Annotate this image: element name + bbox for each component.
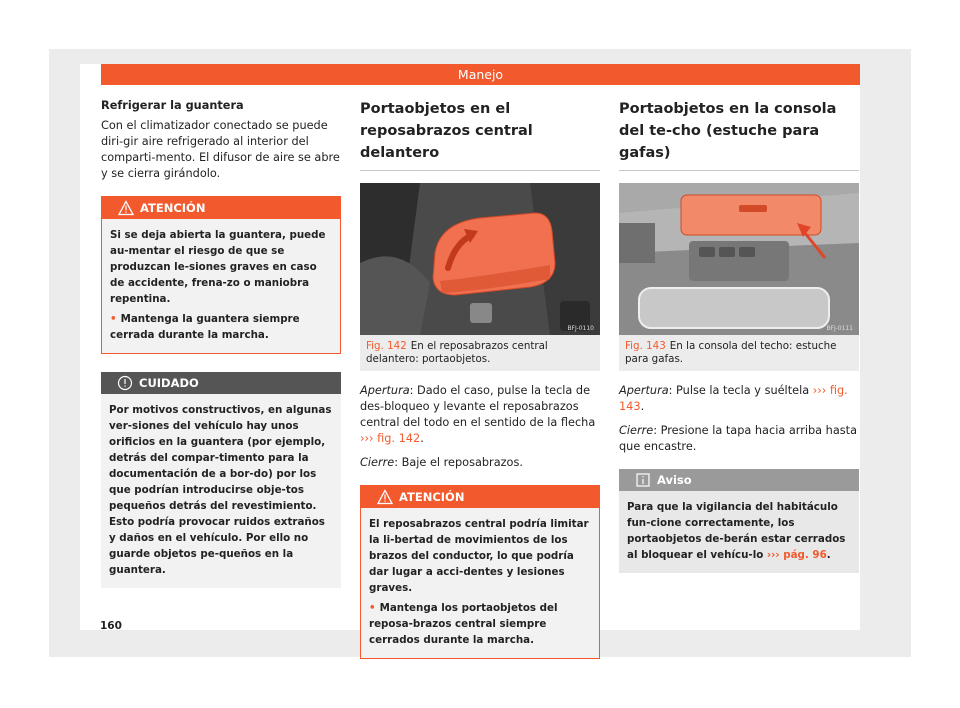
info-circle-icon: [117, 375, 133, 391]
figure-caption: [619, 335, 859, 371]
body-text: Con el climatizador conectado se puede diri-gir aire refrigerado al interior del comparti-mento. El difusor de aire se abre y se cierra girándolo.: [101, 119, 340, 180]
warning-header: [361, 486, 599, 508]
note-title: Aviso: [657, 473, 692, 487]
figure-caption-text: En la consola del techo: estuche para gafas.: [625, 340, 837, 365]
caution-body: [101, 394, 341, 588]
warning-title: ATENCIÓN: [399, 490, 465, 504]
figure-link[interactable]: ››› fig. 143: [619, 384, 848, 413]
caution-box: [101, 372, 341, 588]
figure-roof-console-image: [619, 183, 859, 335]
warning-triangle-icon: [377, 489, 393, 505]
figure-caption: [360, 335, 600, 371]
figure-number: Fig. 142: [366, 340, 407, 352]
warning-header: [102, 197, 340, 219]
cierre-text: Cierre: Baje el reposabrazos.: [360, 456, 523, 469]
caution-title: CUIDADO: [139, 376, 199, 390]
warning-box-2: [360, 485, 600, 659]
note-header: [619, 469, 859, 491]
warning-triangle-icon: [118, 200, 134, 216]
warning-title: ATENCIÓN: [140, 201, 206, 215]
warning-body: [361, 508, 599, 658]
chapter-header: Manejo: [101, 64, 860, 85]
note-box: [619, 469, 859, 573]
apertura-text: Apertura: Pulse la tecla y suéltela ››› fig. 143.: [619, 384, 848, 413]
figure-link[interactable]: ››› fig. 142: [360, 432, 421, 445]
page-number: 160: [100, 620, 122, 632]
figure-caption-text: En el reposabrazos central delantero: portaobjetos.: [366, 340, 548, 365]
figure-armrest-image: [360, 183, 600, 335]
column-1: [101, 98, 341, 588]
subtitle: Refrigerar la guantera: [101, 99, 244, 112]
section-title: Portaobjetos en la consola del te-cho (estuche para gafas): [619, 98, 859, 171]
bullet-icon: •: [369, 602, 376, 614]
note-text: Para que la vigilancia del habitáculo fun-cione correctamente, los portaobjetos de-berán estar cerrados al bloquear el vehícu-lo ››› pág. 96.: [627, 501, 846, 561]
apertura-text: Apertura: Dado el caso, pulse la tecla de des-bloqueo y levante el reposabrazos central del todo en el sentido de la flecha ››› fig. 142.: [360, 384, 596, 445]
warning-bullet: • Mantenga los portaobjetos del reposa-brazos central siempre cerrados durante la marcha.: [369, 602, 558, 646]
figure-id: BFJ-0111: [826, 325, 853, 332]
info-icon: [635, 472, 651, 488]
warning-text: El reposabrazos central podría limitar la li-bertad de movimientos de los brazos del conductor, lo que podría dar lugar a acci-dentes y lesiones graves.: [369, 518, 589, 594]
warning-box: [101, 196, 341, 354]
figure-id: BFJ-0110: [567, 325, 594, 332]
warning-body: [102, 219, 340, 353]
bullet-icon: •: [110, 313, 117, 325]
warning-bullet: • Mantenga la guantera siempre cerrada durante la marcha.: [110, 313, 300, 341]
caution-text: Por motivos constructivos, en algunas ver-siones del vehículo hay unos orificios en la guantera (por ejemplo, detrás del compar-timento para la documentación de a bor-do) por los que podrían introducirse obje-tos pequeños detrás del revestimiento. Esto podría provocar ruidos extraños y daños en el vehículo. Por ello no guarde objetos pe-queños en la guantera.: [109, 404, 332, 576]
column-3: [619, 98, 859, 573]
roof-console-illustration: [619, 183, 859, 335]
cierre-text: Cierre: Presione la tapa hacia arriba hasta que encastre.: [619, 424, 858, 453]
armrest-illustration: [360, 183, 600, 335]
caution-header: [101, 372, 341, 394]
section-title: Portaobjetos en el reposabrazos central delantero: [360, 98, 600, 171]
warning-text: Si se deja abierta la guantera, puede au-mentar el riesgo de que se produzcan le-siones graves en caso de accidente, frena-zo o maniobra repentina.: [110, 229, 326, 305]
column-2: [360, 98, 600, 659]
note-body: [619, 491, 859, 573]
figure-number: Fig. 143: [625, 340, 666, 352]
page-link[interactable]: ››› pág. 96: [766, 549, 827, 561]
